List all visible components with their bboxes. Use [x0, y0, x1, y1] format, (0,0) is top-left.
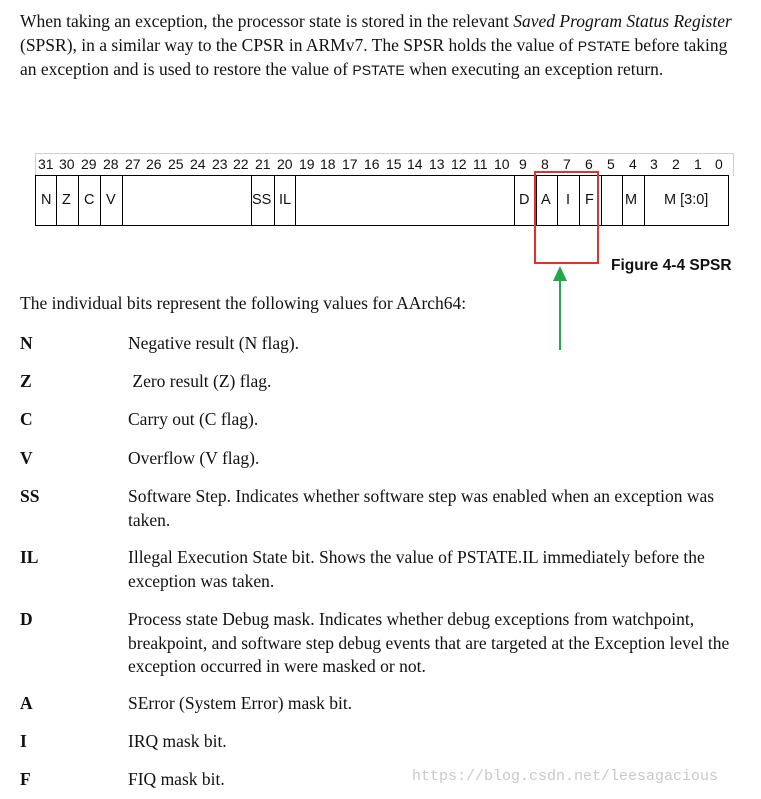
field-c: C [84, 192, 95, 208]
definition-term: IL [20, 547, 39, 567]
definition-desc: Zero result (Z) flag. [128, 371, 272, 391]
definition-desc: Negative result (N flag). [128, 333, 300, 353]
definition-desc: Carry out (C flag). [128, 409, 259, 429]
bit-number: 23 [212, 156, 228, 172]
definition-row [20, 546, 745, 594]
field-a: A [541, 192, 551, 208]
bit-number: 1 [694, 156, 702, 172]
field-divider [56, 176, 57, 225]
bit-number: 26 [146, 156, 162, 172]
definition-desc: IRQ mask bit. [128, 731, 227, 751]
field-divider [514, 176, 515, 225]
definition-row [20, 692, 745, 716]
definition-term: D [20, 609, 33, 629]
definition-term: A [20, 693, 33, 713]
bit-number: 3 [650, 156, 658, 172]
bit-number: 16 [364, 156, 380, 172]
bit-number: 12 [451, 156, 467, 172]
bit-number: 2 [672, 156, 680, 172]
lead-sentence: The individual bits represent the following values for AArch64: [20, 293, 467, 313]
figure-caption: Figure 4-4 SPSR [611, 257, 732, 274]
bit-number: 8 [541, 156, 549, 172]
field-divider [644, 176, 645, 225]
field-v: V [106, 192, 116, 208]
definition-row [20, 608, 745, 679]
definition-row [20, 408, 745, 432]
bit-number: 28 [103, 156, 119, 172]
definition-row [20, 332, 745, 356]
bit-number: 24 [190, 156, 206, 172]
definition-term: N [20, 333, 33, 353]
watermark: https://blog.csdn.net/leesagacious [412, 768, 719, 785]
bit-number: 11 [473, 156, 488, 172]
field-divider [122, 176, 123, 225]
field-divider [100, 176, 101, 225]
definition-row [20, 370, 745, 394]
definition-term: C [20, 409, 33, 429]
field-m-3-0: M [3:0] [664, 192, 709, 208]
definition-desc: Software Step. Indicates whether software step was enabled when an exception was taken. [128, 486, 715, 530]
bit-number: 0 [715, 156, 723, 172]
bit-number: 25 [168, 156, 184, 172]
field-divider [622, 176, 623, 225]
field-ss: SS [252, 192, 272, 208]
pstate-keyword: PSTATE [577, 37, 631, 54]
bit-number: 15 [386, 156, 402, 172]
definition-row [20, 447, 745, 471]
bit-number: 30 [59, 156, 75, 172]
field-i: I [566, 192, 571, 208]
intro-paragraph: When taking an exception, the processor state is stored in the relevant Saved Program Status Register (SPSR), in a similar way to the CPSR in ARMv7. The SPSR holds the value of PSTATE before taking an exception and is used to restore the value of PSTATE when executing an exception return. [20, 11, 732, 79]
pstate-keyword: PSTATE [352, 62, 405, 78]
definition-desc: FIQ mask bit. [128, 769, 225, 789]
field-divider [78, 176, 79, 225]
bit-number: 10 [494, 156, 510, 172]
definition-desc: Overflow (V flag). [128, 448, 260, 468]
bit-number: 31 [38, 156, 54, 172]
definition-desc: SError (System Error) mask bit. [128, 693, 353, 713]
bit-number: 18 [320, 156, 336, 172]
bit-number: 14 [407, 156, 423, 172]
bit-number: 22 [233, 156, 249, 172]
definition-desc: Illegal Execution State bit. Shows the value of PSTATE.IL immediately before the exception was taken. [128, 547, 705, 591]
arrow-head [553, 266, 567, 281]
bit-number: 13 [429, 156, 445, 172]
spsr-register [35, 175, 729, 226]
definition-term: I [20, 731, 27, 751]
bit-number: 7 [563, 156, 571, 172]
definition-term: Z [20, 371, 32, 391]
bit-number: 9 [519, 156, 527, 172]
bit-number: 21 [255, 156, 271, 172]
bit-number: 29 [81, 156, 97, 172]
field-d: D [519, 192, 530, 208]
daif-highlight-box [534, 171, 599, 264]
bit-number: 17 [342, 156, 358, 172]
definition-row [20, 730, 745, 754]
definition-term: F [20, 769, 31, 789]
field-m: M [625, 192, 638, 208]
field-z: Z [62, 192, 71, 208]
definition-term: V [20, 448, 33, 468]
definition-term: SS [20, 486, 40, 506]
definition-row [20, 485, 745, 533]
bit-number: 5 [607, 156, 615, 172]
field-divider [274, 176, 275, 225]
field-n: N [41, 192, 52, 208]
field-f: F [585, 192, 594, 208]
intro-italic-term: Saved Program Status Register [513, 11, 732, 31]
field-divider [295, 176, 296, 225]
field-il: IL [279, 192, 292, 208]
bit-number: 20 [277, 156, 293, 172]
field-divider [601, 176, 602, 225]
bit-number: 6 [585, 156, 593, 172]
definition-desc: Process state Debug mask. Indicates whether debug exceptions from watchpoint, breakpoint, and software step debug events that are targeted at the Exception level the exception occurred in were masked or not. [128, 609, 730, 676]
bit-number-row [35, 153, 734, 176]
bit-number: 27 [125, 156, 141, 172]
bit-number: 19 [299, 156, 315, 172]
bit-number: 4 [629, 156, 637, 172]
